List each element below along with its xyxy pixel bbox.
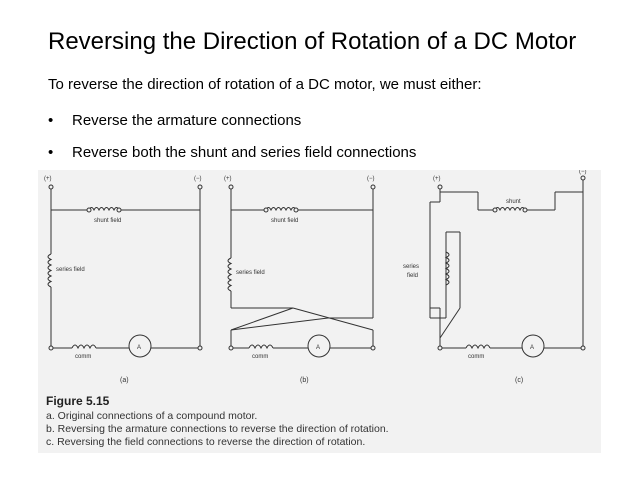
bullet-item [48,144,416,161]
figure-caption-a: a. Original connections of a compound motor. [46,410,258,422]
series-field-label: series field [56,267,85,273]
shunt-field-label: shunt field [94,218,122,224]
armature-symbol: A [316,345,321,351]
comm-label: comm [75,354,92,360]
diagram-c-label: (c) [515,377,524,384]
series-field-label: series field [236,270,265,276]
intro-text: To reverse the direction of rotation of a DC motor, we must either: [48,76,482,93]
bullet-item [48,112,301,129]
figure-caption-b: b. Reversing the armature connections to reverse the direction of rotation. [46,423,389,435]
bullet-glyph: • [48,144,54,161]
comm-label: comm [252,354,269,360]
bullet-glyph: • [48,112,54,129]
slide-title: Reversing the Direction of Rotation of a DC Motor [48,28,577,55]
armature-symbol: A [530,345,535,351]
figure-caption-title: Figure 5.15 [46,394,110,408]
plus-terminal-label: (+) [44,176,52,182]
minus-terminal-label: (−) [194,176,202,182]
minus-terminal-label: (−) [367,176,375,182]
diagram-b-label: (b) [300,377,309,384]
shunt-field-label: shunt field [271,218,299,224]
figure-5-15 [38,170,601,453]
series-label: series [403,264,420,270]
minus-terminal-label: (−) [579,170,587,175]
comm-label: comm [468,354,485,360]
field-label: field [407,273,419,279]
bullet-text: Reverse both the shunt and series field connections [72,144,417,161]
plus-terminal-label: (+) [433,176,441,182]
shunt-label: shunt [506,199,521,205]
figure-caption-c: c. Reversing the field connections to reverse the direction of rotation. [46,436,366,448]
armature-symbol: A [137,345,142,351]
plus-terminal-label: (+) [224,176,232,182]
diagram-a-label: (a) [120,377,129,384]
bullet-text: Reverse the armature connections [72,112,302,129]
